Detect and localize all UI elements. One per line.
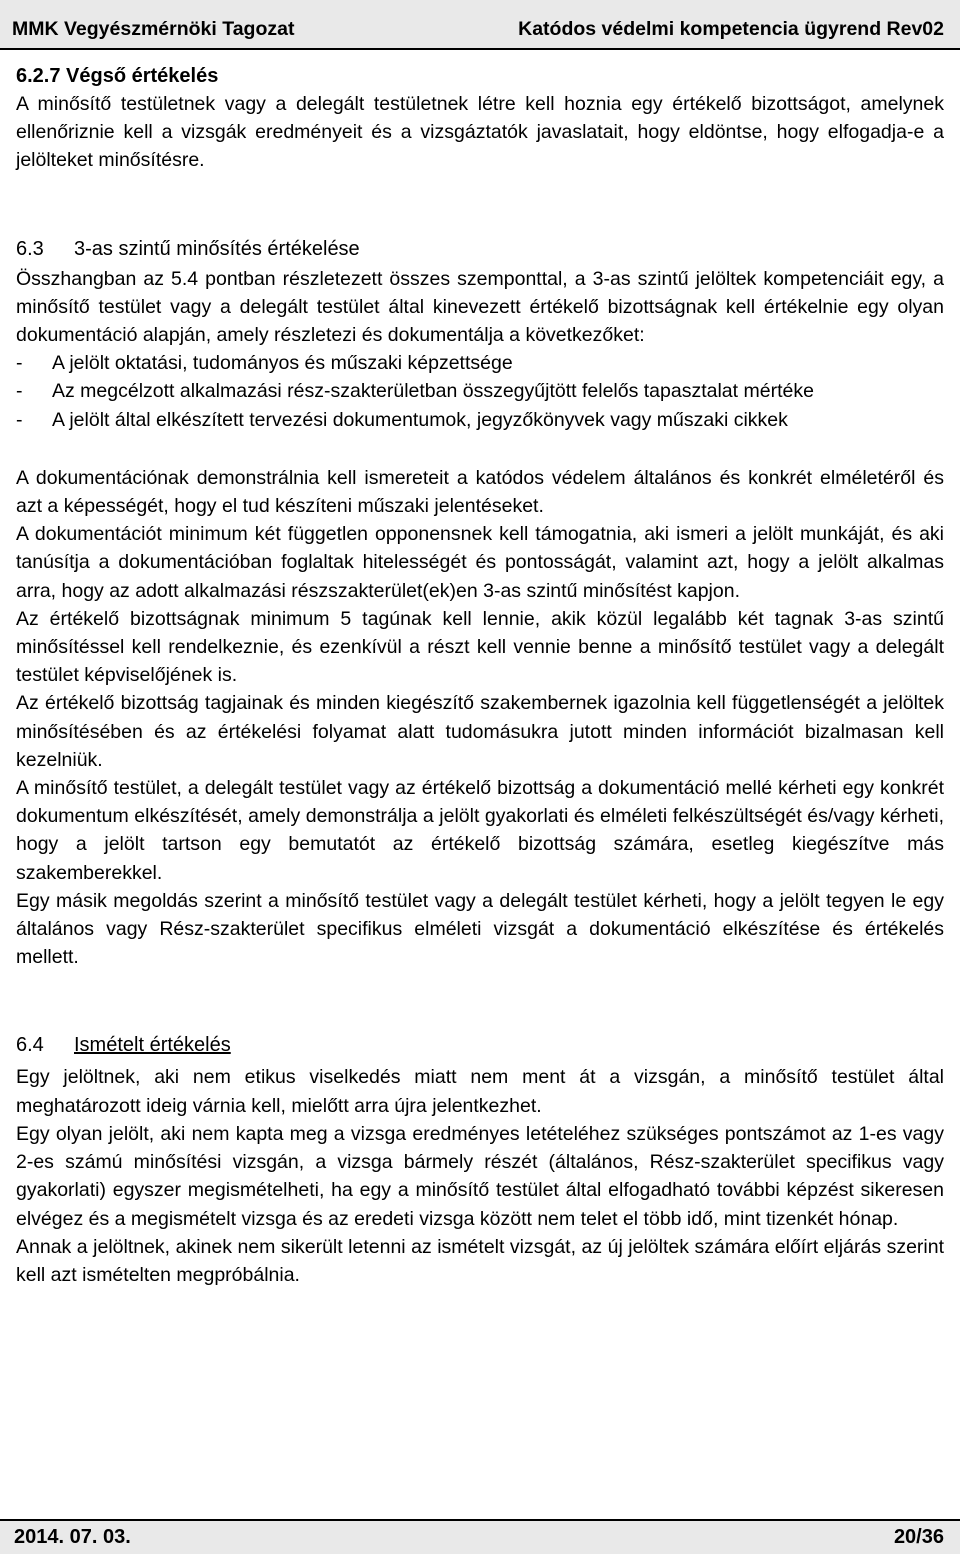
section-64-paragraph: Annak a jelöltnek, akinek nem sikerült letenni az ismételt vizsgát, az új jelöltek számára előírt eljárás szerint kell azt ismételten megpróbálnia. [16, 1235, 944, 1286]
section-64-paragraph: Egy olyan jelölt, aki nem kapta meg a vizsga eredményes letételéhez szükséges pontszámot az 1-es vagy 2-es számú minősítési vizsgán, a vizsga bármely részét (általános, Rész-szakterület specifikus vagy gyakorlati) egyszer megismételheti, ha egy a minősítő testület által elfogadható további képzést sikeresen elvégez és a megismételt vizsga és az eredeti vizsga között nem telet el több idő, mint tizenkét hónap. [16, 1122, 944, 1230]
list-item: - A jelölt által elkészített tervezési dokumentumok, jegyzőkönyvek vagy műszaki cikkek [16, 408, 788, 431]
section-63-intro: Összhangban az 5.4 pontban részletezett összes szemponttal, a 3-as szintű jelöltek kompetenciáit egy, a minősítő testület vagy a delegált testület által kinevezett értékelő bizottságnak kell értékelnie egy olyan dokumentáció alapján, amely részletezi és dokumentálja a következőket: [16, 267, 944, 347]
section-63-title: 3-as szintű minősítés értékelése [74, 237, 360, 260]
footer-date: 2014. 07. 03. [14, 1526, 131, 1548]
section-63-paragraph: A dokumentációnak demonstrálnia kell ismereteit a katódos védelem általános és konkrét elméletéről és azt a képességét, hogy el tud készíteni műszaki jelentéseket. [16, 466, 944, 518]
list-item: - Az megcélzott alkalmazási rész-szakterületban összegyűjtött felelős tapasztalat mértéke [16, 380, 814, 403]
section-63-paragraph: A dokumentációt minimum két független opponensnek kell támogatnia, aki ismeri a jelölt munkáját, és aki tanúsítja a dokumentációban foglaltak hitelességét és pontosságát, valamint azt, hogy a jelölt alkalmas arra, hogy az adott alkalmazási részszakterület(ek)en 3-as szintű minősítést kapjon. [16, 523, 944, 602]
section-63-paragraph: Az értékelő bizottságnak minimum 5 tagúnak kell lennie, akik közül legalább két tagnak 3-as szintű minősítéssel kell rendelkeznie, és ezenkívül a részt kell vennie benne a minősítő testület vagy a delegált testület képviselőjének is. [16, 607, 944, 687]
requirements-list [16, 349, 944, 434]
section-64-title: Ismételt értékelés [74, 1034, 231, 1057]
section-64-number: 6.4 [16, 1034, 44, 1057]
section-63-paragraph: Az értékelő bizottság tagjainak és minden kiegészítő szakembernek igazolnia kell függetlenségét a jelöltek minősítésében és az értékelési folyamat alatt tudomásukra jutott minden információt bizalmasan kell kezelniük. [16, 692, 944, 771]
header-document-title: Katódos védelmi kompetencia ügyrend Rev02 [518, 18, 944, 40]
header-organization: MMK Vegyészmérnöki Tagozat [12, 18, 295, 40]
document-body [16, 62, 944, 1289]
list-item: - A jelölt oktatási, tudományos és műszaki képzettsége [16, 352, 513, 375]
section-627-paragraph: A minősítő testületnek vagy a delegált testületnek létre kell hoznia egy értékelő bizottságot, amelynek ellenőriznie kell a vizsgák eredményeit és a vizsgáztatók javaslatait, hogy eldöntse, hogy elfogadja-e a jelölteket minősítésre. [16, 93, 944, 172]
section-63-paragraph: Egy másik megoldás szerint a minősítő testület vagy a delegált testület kérheti, hogy a jelölt tegyen le egy általános vagy Rész-szakterület specifikus elméleti vizsgát a dokumentáció elkészítése és értékelés mellett. [16, 889, 944, 969]
page-header [0, 0, 960, 50]
section-63-paragraph: A minősítő testület, a delegált testület vagy az értékelő bizottság a dokumentáció mellé kérheti egy konkrét dokumentum elkészítését, amely demonstrálja a jelölt gyakorlati és elméleti felkészültségét és/vagy kérheti, hogy a jelölt tartson egy bemutatót az értékelő bizottság számára, esetleg kiegészítve más szakemberekkel. [16, 777, 944, 884]
section-63-heading [16, 235, 944, 263]
page-footer [0, 1519, 960, 1554]
section-64-paragraph: Egy jelöltnek, aki nem etikus viselkedés miatt nem ment át a vizsgán, a minősítő testület által meghatározott ideig várnia kell, mielőtt arra újra jelentkezhet. [16, 1066, 944, 1117]
section-63-number: 6.3 [16, 237, 44, 260]
section-64-heading [16, 1031, 944, 1059]
section-627-heading: 6.2.7 Végső értékelés [16, 65, 219, 87]
page-number: 20/36 [893, 1526, 944, 1548]
